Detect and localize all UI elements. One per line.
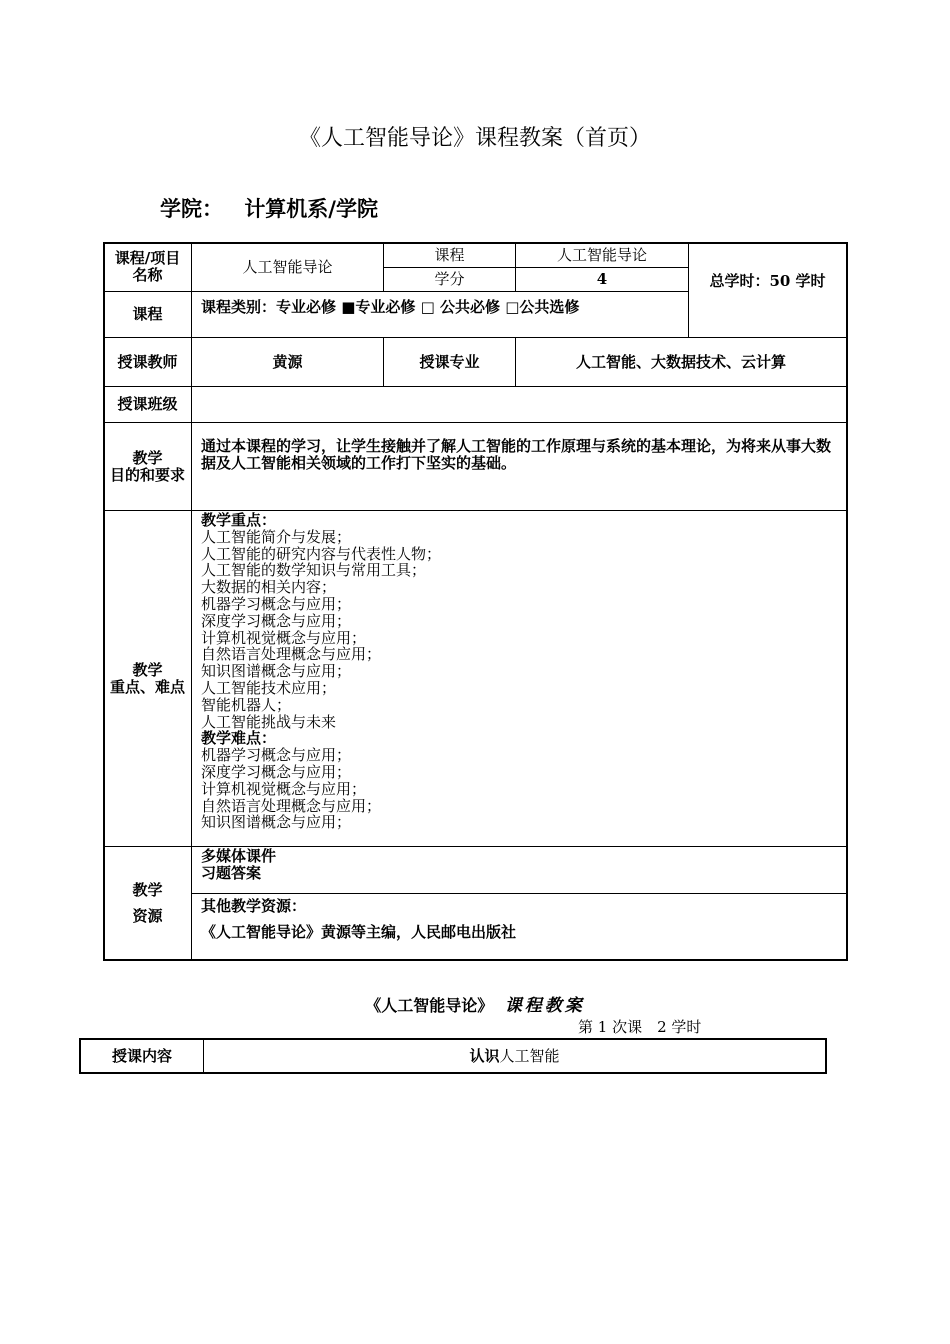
table-border-bottom [79,1072,827,1074]
course-name-value: 人工智能导论 [242,257,333,276]
list-item: 人工智能的研究内容与代表性人物； [201,544,442,563]
resources-other-text: 《人工智能导论》黄源等主编，人民邮电出版社 [201,923,517,941]
major-value: 人工智能、大数据技术、云计算 [575,352,786,371]
list-item: 人工智能简介与发展； [201,527,352,546]
teacher-value: 黄源 [272,352,303,371]
list-item: 机器学习概念与应用； [201,746,352,765]
resources-other-title: 其他教学资源： [201,897,307,915]
content-label: 授课内容 [111,1046,172,1065]
table-border-bottom [103,959,848,961]
teacher-label: 授课教师 [117,352,178,371]
course-name-label: 课程/项目 名称 [114,249,181,284]
plan-title [0,991,950,1016]
content-bold: 认识 [469,1046,500,1065]
list-item: 习题答案 [201,863,262,882]
class-label: 授课班级 [117,395,178,413]
course-label: 课程 [434,245,465,264]
table-divider [104,422,847,423]
table-border-right [825,1038,827,1074]
college-line [160,193,378,223]
major-label: 授课专业 [419,352,480,371]
list-item: 多媒体课件 [201,847,277,865]
list-item: 人工智能的数学知识与常用工具； [201,561,427,580]
course-value: 人工智能导论 [556,245,647,264]
goal-label: 教学 目的和要求 [109,448,185,484]
table-border-right [846,242,848,961]
list-item: 人工智能技术应用； [201,678,337,697]
resources-main [201,848,276,882]
content-value [204,1040,825,1072]
plan-title-suffix: 课程教案 [504,996,585,1016]
key-points-title: 教学重点： [201,511,277,529]
category-label: 课程 [132,305,163,323]
list-item: 机器学习概念与应用； [201,594,352,613]
difficulties-title: 教学难点： [201,729,277,748]
resources-label: 教学 资源 [132,881,163,925]
table-divider [104,291,689,292]
plan-title-prefix: 《人工智能导论》 [365,996,494,1015]
list-item: 自然语言处理概念与应用； [201,645,382,664]
class-value [192,387,846,422]
list-item: 深度学习概念与应用； [201,762,352,781]
list-item: 计算机视觉概念与应用； [201,628,367,647]
list-item: 智能机器人； [201,695,292,714]
credit-value: 4 [596,270,608,288]
table-divider [192,893,847,894]
college-label: 学院： [160,196,223,221]
category-text: 课程类别：专业必修 ■专业必修 □ 公共必修 □公共选修 [201,298,580,316]
total-hours: 总学时：50 学时 [709,271,826,290]
list-item: 大数据的相关内容； [201,578,337,597]
goal-text: 通过本课程的学习，让学生接触并了解人工智能的工作原理与系统的基本理论，为将来从事大数据及人工智能相关领域的工作打下坚实的基础。 [201,437,832,472]
lesson-info: 第 1 次课 2 学时 [578,1018,702,1036]
credit-label: 学分 [434,270,465,288]
list-item: 人工智能挑战与未来 [201,712,337,731]
focus-content [201,512,441,831]
list-item: 知识图谱概念与应用； [201,813,352,832]
list-item: 深度学习概念与应用； [201,611,352,630]
list-item: 计算机视觉概念与应用； [201,779,367,798]
content-rest: 人工智能 [499,1046,560,1065]
college-value: 计算机系/学院 [244,196,378,221]
list-item: 自然语言处理概念与应用； [201,796,382,815]
focus-label: 教学 重点、难点 [109,660,185,696]
page-title: 《人工智能导论》课程教案（首页） [298,126,651,151]
list-item: 知识图谱概念与应用； [201,662,352,681]
